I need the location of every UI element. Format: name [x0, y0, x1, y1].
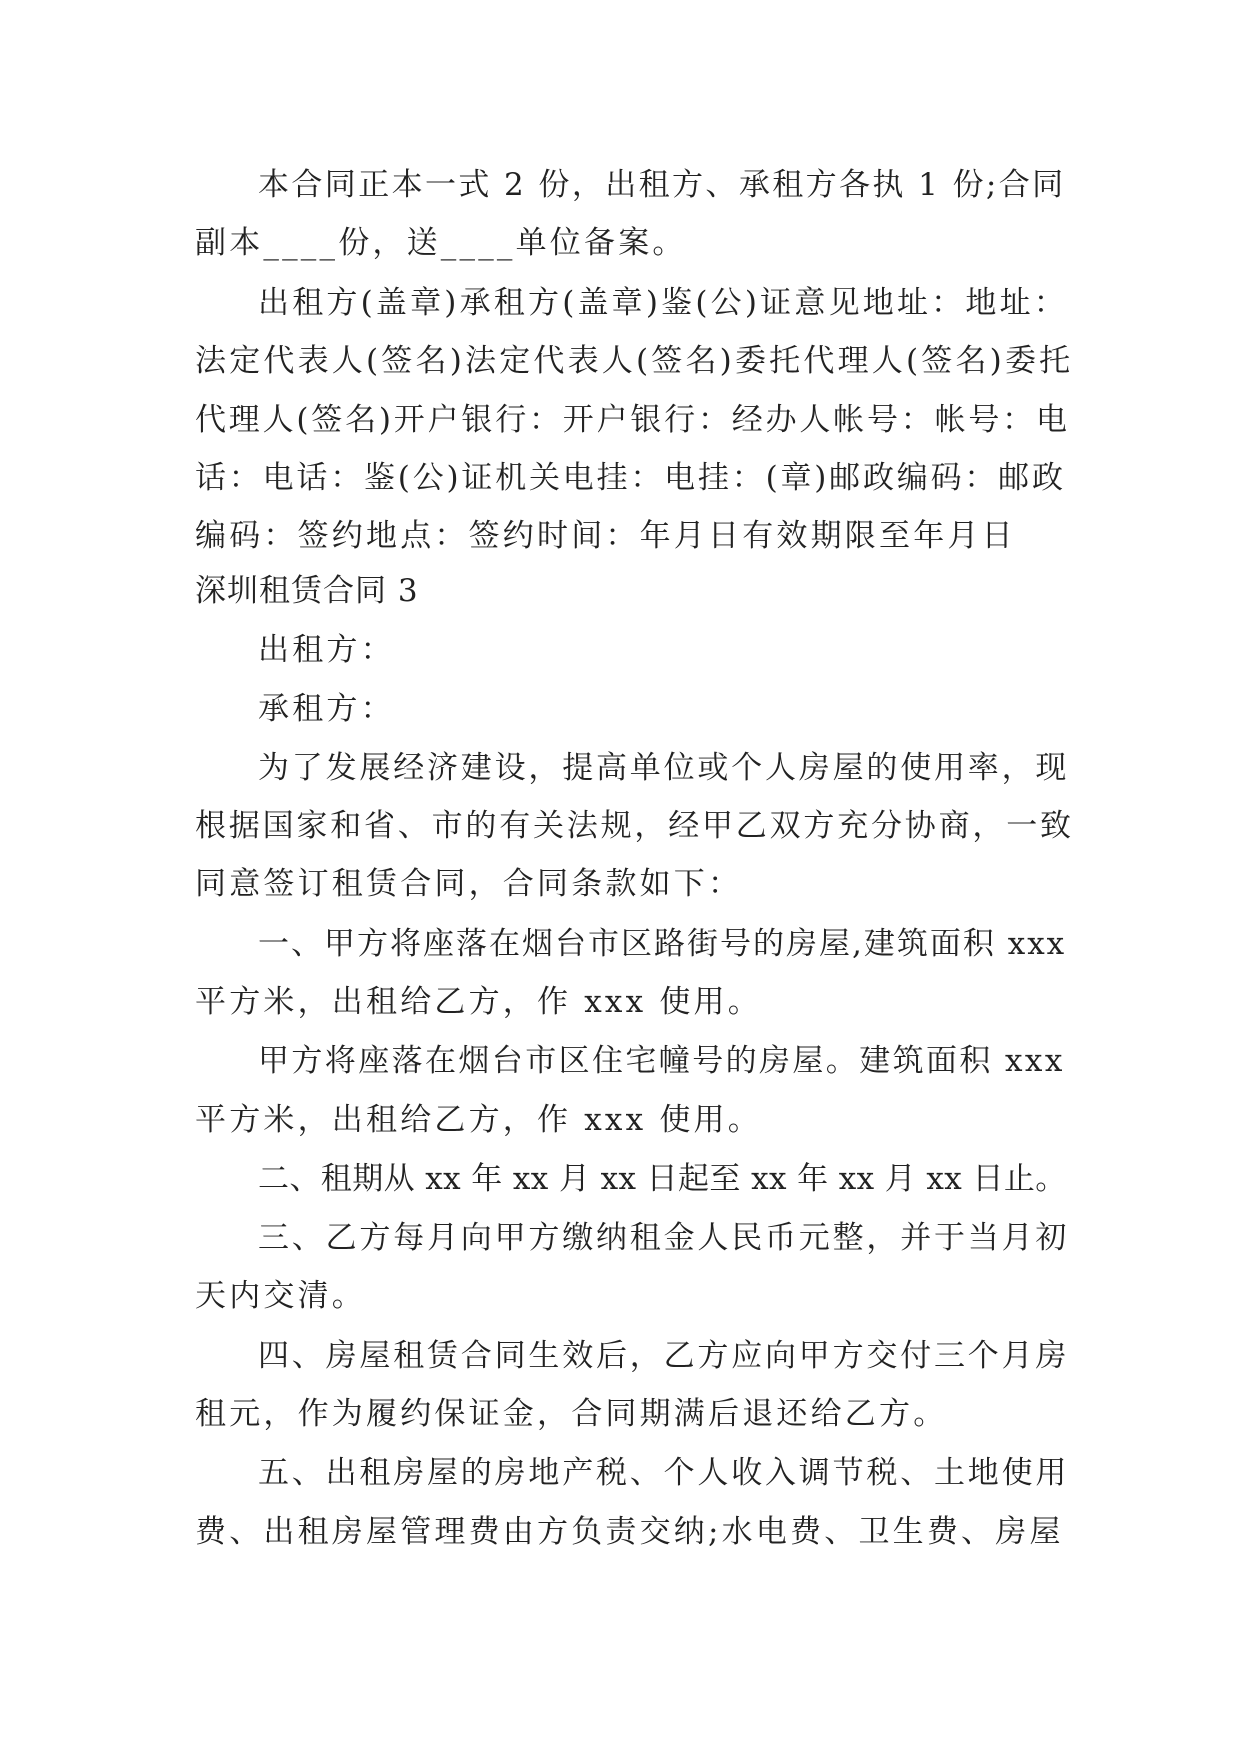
paragraph-line: 三、乙方每月向甲方缴纳租金人民币元整，并于当月初 — [258, 1220, 1070, 1256]
paragraph-line: 出租方： — [258, 632, 395, 668]
section-title: 深圳租赁合同 3 — [195, 573, 419, 609]
paragraph-line: 甲方将座落在烟台市区住宅幢号的房屋。建筑面积 xxx — [258, 1043, 1065, 1079]
paragraph-line: 四、房屋租赁合同生效后，乙方应向甲方交付三个月房 — [258, 1338, 1070, 1374]
paragraph-line: 同意签订租赁合同，合同条款如下： — [195, 866, 743, 902]
paragraph-line: 编码：签约地点：签约时间：年月日有效期限至年月日 — [195, 518, 1016, 554]
paragraph-line: 本合同正本一式 2 份，出租方、承租方各执 1 份;合同 — [258, 167, 1066, 203]
paragraph-line: 话：电话：鉴(公)证机关电挂：电挂：(章)邮政编码：邮政 — [195, 460, 1066, 496]
paragraph-line: 一、甲方将座落在烟台市区路街号的房屋,建筑面积 xxx — [258, 926, 1067, 962]
paragraph-line: 费、出租房屋管理费由方负责交纳;水电费、卫生费、房屋 — [195, 1514, 1064, 1550]
paragraph-line: 根据国家和省、市的有关法规，经甲乙双方充分协商，一致 — [195, 808, 1074, 844]
paragraph-line: 副本____份，送____单位备案。 — [195, 225, 687, 261]
paragraph-line: 天内交清。 — [195, 1278, 366, 1314]
paragraph-line: 平方米，出租给乙方，作 xxx 使用。 — [195, 984, 762, 1020]
paragraph-line: 代理人(签名)开户银行：开户银行：经办人帐号：帐号：电 — [195, 402, 1070, 438]
paragraph-line: 法定代表人(签名)法定代表人(签名)委托代理人(签名)委托 — [195, 343, 1074, 379]
paragraph-line: 为了发展经济建设，提高单位或个人房屋的使用率，现 — [258, 750, 1070, 786]
paragraph-line: 承租方： — [258, 691, 395, 727]
paragraph-line: 二、租期从 xx 年 xx 月 xx 日起至 xx 年 xx 月 xx 日止。 — [258, 1161, 1067, 1197]
paragraph-line: 平方米，出租给乙方，作 xxx 使用。 — [195, 1102, 762, 1138]
paragraph-line: 租元，作为履约保证金，合同期满后退还给乙方。 — [195, 1396, 948, 1432]
paragraph-line: 出租方(盖章)承租方(盖章)鉴(公)证意见地址：地址： — [258, 285, 1068, 321]
paragraph-line: 五、出租房屋的房地产税、个人收入调节税、土地使用 — [258, 1455, 1070, 1491]
